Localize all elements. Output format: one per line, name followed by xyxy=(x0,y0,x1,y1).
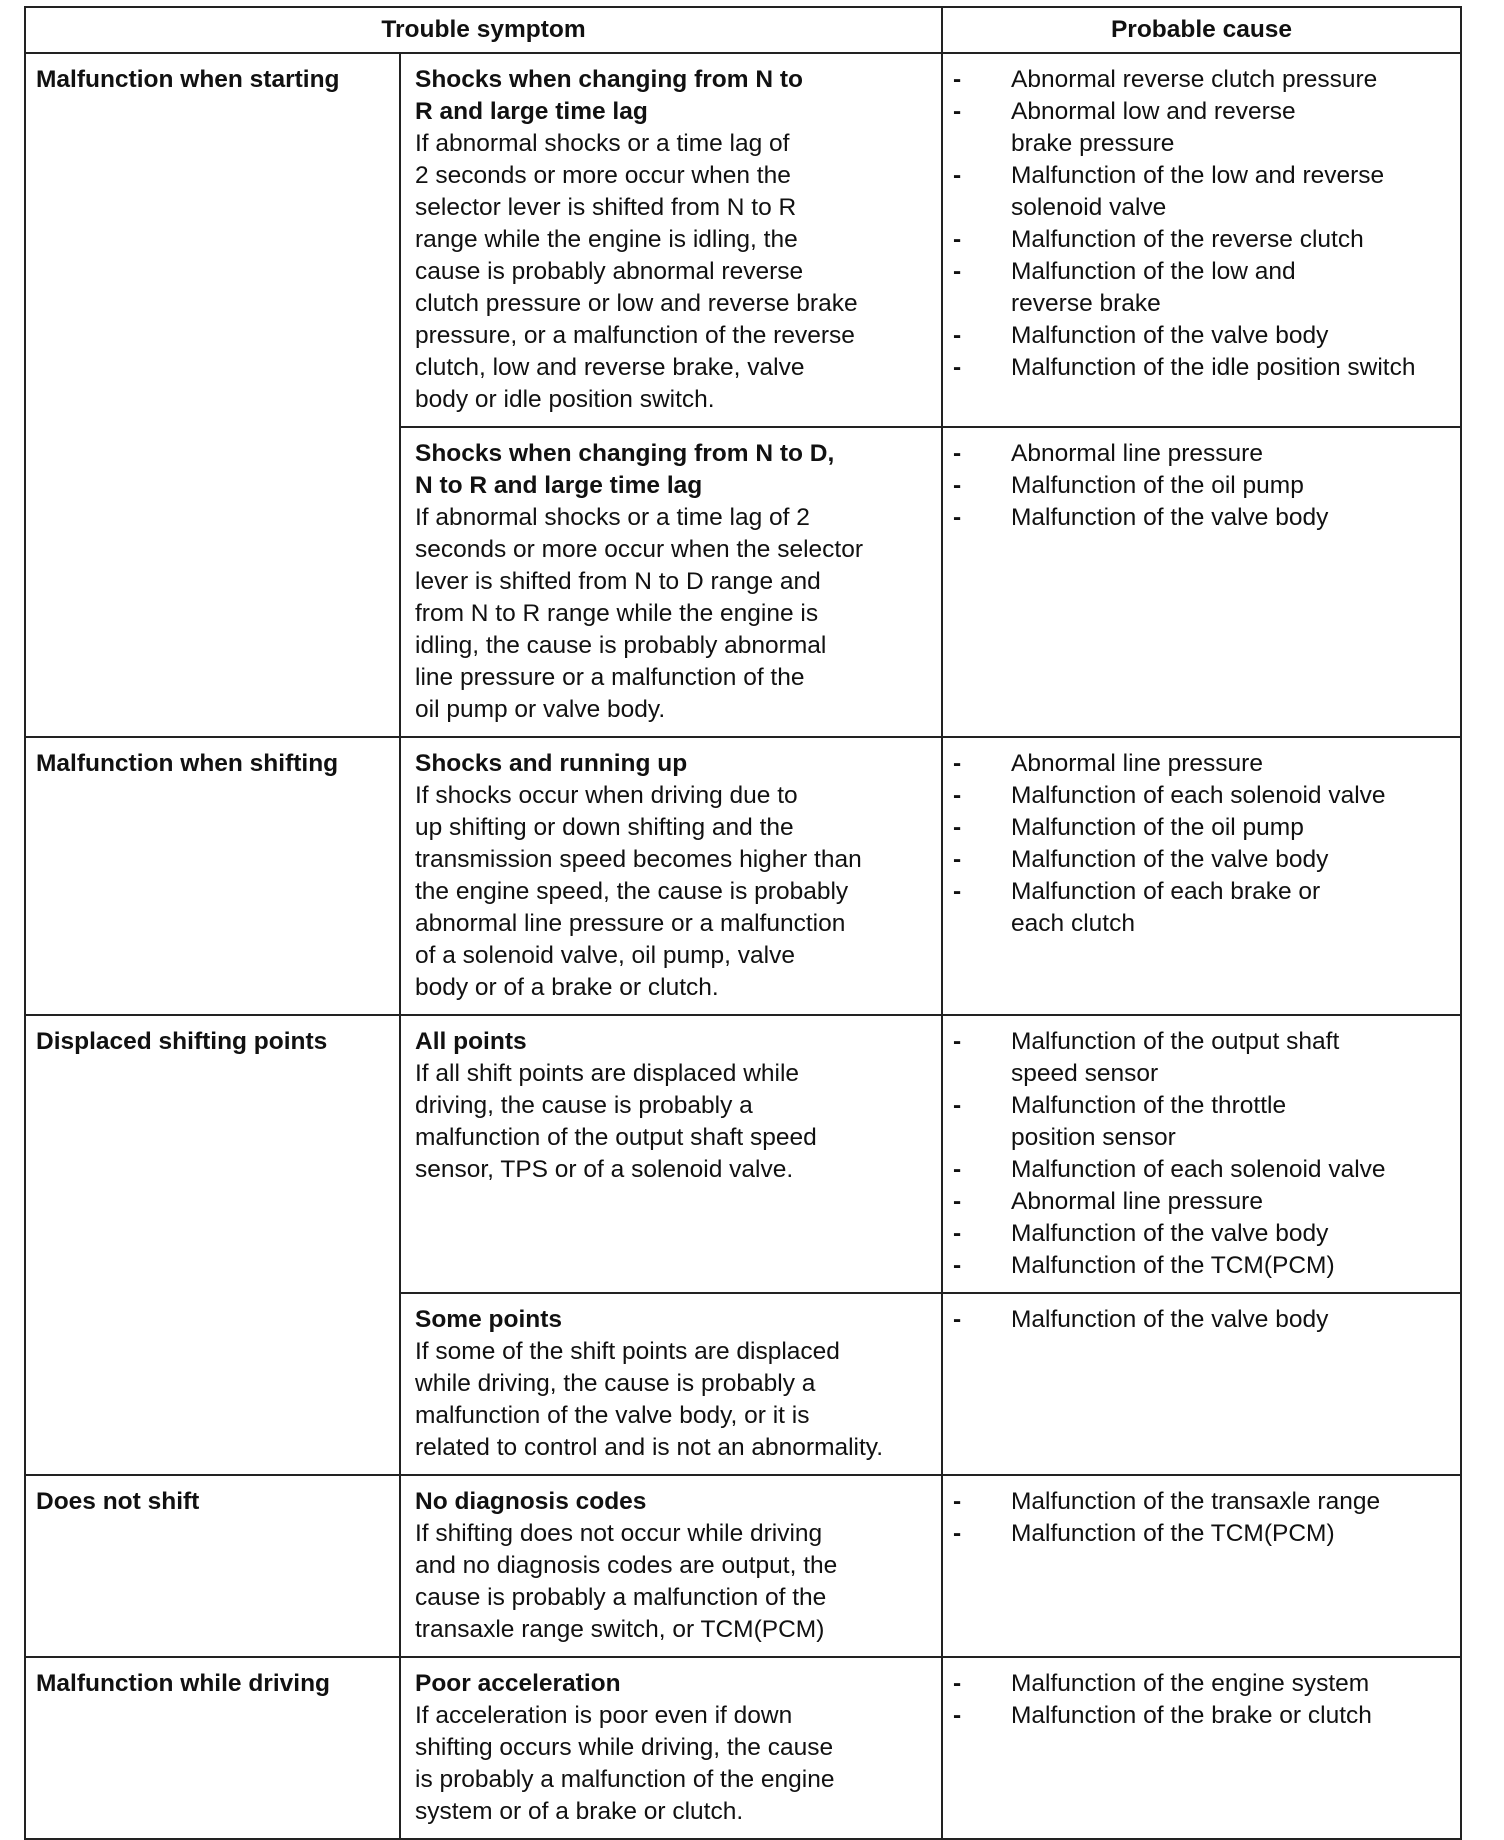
dash-bullet-icon: - xyxy=(953,98,962,125)
category-cell: Malfunction when starting xyxy=(25,53,400,737)
dash-bullet-icon: - xyxy=(953,1306,962,1333)
header-trouble-symptom: Trouble symptom xyxy=(25,7,942,53)
cause-list xyxy=(953,1026,1454,1282)
dash-bullet-icon: - xyxy=(953,1028,962,1055)
troubleshooting-table xyxy=(24,6,1462,1840)
cause-cell xyxy=(942,53,1461,427)
cause-item: - Malfunction of the reverse clutch xyxy=(953,224,1454,256)
cause-list xyxy=(953,64,1454,384)
cause-list xyxy=(953,1668,1454,1732)
cause-item: - Malfunction of the low and reverse brake xyxy=(953,258,1296,317)
dash-bullet-icon: - xyxy=(953,846,962,873)
cause-item: - Malfunction of the valve body xyxy=(953,320,1454,352)
symptom-title: Shocks when changing from N to R and large time lag xyxy=(415,66,803,125)
dash-bullet-icon: - xyxy=(953,258,962,285)
symptom-title: No diagnosis codes xyxy=(415,1488,647,1515)
symptom-description: If abnormal shocks or a time lag of 2 seconds or more occur when the selector lever is shifted from N to R range while the engine is idling, the cause is probably abnormal reverse clutch pressure or low and reverse brake pressure, or a malfunction of the reverse clutch, low and reverse brake, valve body or idle position switch. xyxy=(415,130,858,413)
symptom-cell xyxy=(400,427,942,737)
cause-cell xyxy=(942,737,1461,1015)
cause-item: - Malfunction of the low and reverse solenoid valve xyxy=(953,162,1385,221)
cause-item: - Malfunction of the valve body xyxy=(953,1304,1454,1336)
symptom-cell xyxy=(400,1015,942,1293)
cause-item: - Malfunction of the valve body xyxy=(953,1218,1454,1250)
cause-list xyxy=(953,748,1454,940)
cause-item: - Malfunction of the throttle position sensor xyxy=(953,1092,1287,1151)
cause-item: - Malfunction of the idle position switch xyxy=(953,352,1454,384)
cause-cell xyxy=(942,1475,1461,1657)
dash-bullet-icon: - xyxy=(953,1520,962,1547)
symptom-description: If shifting does not occur while driving and no diagnosis codes are output, the cause is probably a malfunction of the transaxle range switch, or TCM(PCM) xyxy=(415,1520,838,1643)
table-row xyxy=(25,1015,1461,1293)
dash-bullet-icon: - xyxy=(953,1702,962,1729)
symptom-description: If acceleration is poor even if down shifting occurs while driving, the cause is probably a malfunction of the engine system or of a brake or clutch. xyxy=(415,1702,835,1825)
cause-list xyxy=(953,1486,1454,1550)
cause-item: - Malfunction of each solenoid valve xyxy=(953,780,1454,812)
table-row xyxy=(25,53,1461,427)
symptom-description: If shocks occur when driving due to up shifting or down shifting and the transmission speed becomes higher than the engine speed, the cause is probably abnormal line pressure or a malfunction of a solenoid valve, oil pump, valve body or of a brake or clutch. xyxy=(415,782,862,1001)
cause-item: - Malfunction of the transaxle range xyxy=(953,1486,1454,1518)
cause-item: - Abnormal line pressure xyxy=(953,1186,1454,1218)
cause-item: - Malfunction of the TCM(PCM) xyxy=(953,1250,1454,1282)
dash-bullet-icon: - xyxy=(953,1220,962,1247)
dash-bullet-icon: - xyxy=(953,1092,962,1119)
table-row xyxy=(25,1657,1461,1839)
category-cell: Does not shift xyxy=(25,1475,400,1657)
cause-item: - Malfunction of the TCM(PCM) xyxy=(953,1518,1454,1550)
table-row xyxy=(25,1475,1461,1657)
symptom-cell xyxy=(400,53,942,427)
cause-item: - Malfunction of the oil pump xyxy=(953,812,1454,844)
symptom-cell xyxy=(400,737,942,1015)
cause-item: - Malfunction of the oil pump xyxy=(953,470,1454,502)
dash-bullet-icon: - xyxy=(953,322,962,349)
dash-bullet-icon: - xyxy=(953,162,962,189)
category-cell: Malfunction while driving xyxy=(25,1657,400,1839)
dash-bullet-icon: - xyxy=(953,1252,962,1279)
dash-bullet-icon: - xyxy=(953,1488,962,1515)
dash-bullet-icon: - xyxy=(953,440,962,467)
dash-bullet-icon: - xyxy=(953,878,962,905)
cause-item: - Abnormal reverse clutch pressure xyxy=(953,64,1454,96)
cause-list xyxy=(953,438,1454,534)
troubleshooting-sheet xyxy=(24,6,1462,1840)
symptom-cell xyxy=(400,1293,942,1475)
symptom-title: Shocks when changing from N to D, N to R and large time lag xyxy=(415,440,835,499)
cause-cell xyxy=(942,1657,1461,1839)
cause-item: - Abnormal low and reverse brake pressure xyxy=(953,98,1296,157)
dash-bullet-icon: - xyxy=(953,472,962,499)
symptom-title: All points xyxy=(415,1028,527,1055)
cause-item: - Malfunction of the valve body xyxy=(953,844,1454,876)
symptom-cell xyxy=(400,1657,942,1839)
cause-item: - Malfunction of the engine system xyxy=(953,1668,1454,1700)
category-cell: Malfunction when shifting xyxy=(25,737,400,1015)
cause-item: - Malfunction of each solenoid valve xyxy=(953,1154,1454,1186)
dash-bullet-icon: - xyxy=(953,66,962,93)
dash-bullet-icon: - xyxy=(953,226,962,253)
header-probable-cause: Probable cause xyxy=(942,7,1461,53)
cause-item: - Abnormal line pressure xyxy=(953,748,1454,780)
symptom-title: Poor acceleration xyxy=(415,1670,621,1697)
symptom-cell xyxy=(400,1475,942,1657)
symptom-description: If all shift points are displaced while driving, the cause is probably a malfunction of the output shaft speed sensor, TPS or of a solenoid valve. xyxy=(415,1060,817,1183)
symptom-title: Some points xyxy=(415,1306,563,1333)
category-cell: Displaced shifting points xyxy=(25,1015,400,1475)
symptom-description: If some of the shift points are displaced while driving, the cause is probably a malfunction of the valve body, or it is related to control and is not an abnormality. xyxy=(415,1338,884,1461)
cause-list xyxy=(953,1304,1454,1336)
table-row xyxy=(25,737,1461,1015)
symptom-title: Shocks and running up xyxy=(415,750,688,777)
cause-cell xyxy=(942,1015,1461,1293)
cause-item: - Abnormal line pressure xyxy=(953,438,1454,470)
cause-item: - Malfunction of each brake or each clutch xyxy=(953,878,1321,937)
cause-cell xyxy=(942,427,1461,737)
cause-cell xyxy=(942,1293,1461,1475)
dash-bullet-icon: - xyxy=(953,504,962,531)
symptom-description: If abnormal shocks or a time lag of 2 seconds or more occur when the selector lever is shifted from N to D range and from N to R range while the engine is idling, the cause is probably abnormal line pressure or a malfunction of the oil pump or valve body. xyxy=(415,504,864,723)
cause-item: - Malfunction of the valve body xyxy=(953,502,1454,534)
dash-bullet-icon: - xyxy=(953,1156,962,1183)
dash-bullet-icon: - xyxy=(953,1670,962,1697)
dash-bullet-icon: - xyxy=(953,354,962,381)
dash-bullet-icon: - xyxy=(953,1188,962,1215)
cause-item: - Malfunction of the output shaft speed sensor xyxy=(953,1028,1340,1087)
header-row xyxy=(25,7,1461,53)
dash-bullet-icon: - xyxy=(953,814,962,841)
cause-item: - Malfunction of the brake or clutch xyxy=(953,1700,1454,1732)
dash-bullet-icon: - xyxy=(953,782,962,809)
dash-bullet-icon: - xyxy=(953,750,962,777)
